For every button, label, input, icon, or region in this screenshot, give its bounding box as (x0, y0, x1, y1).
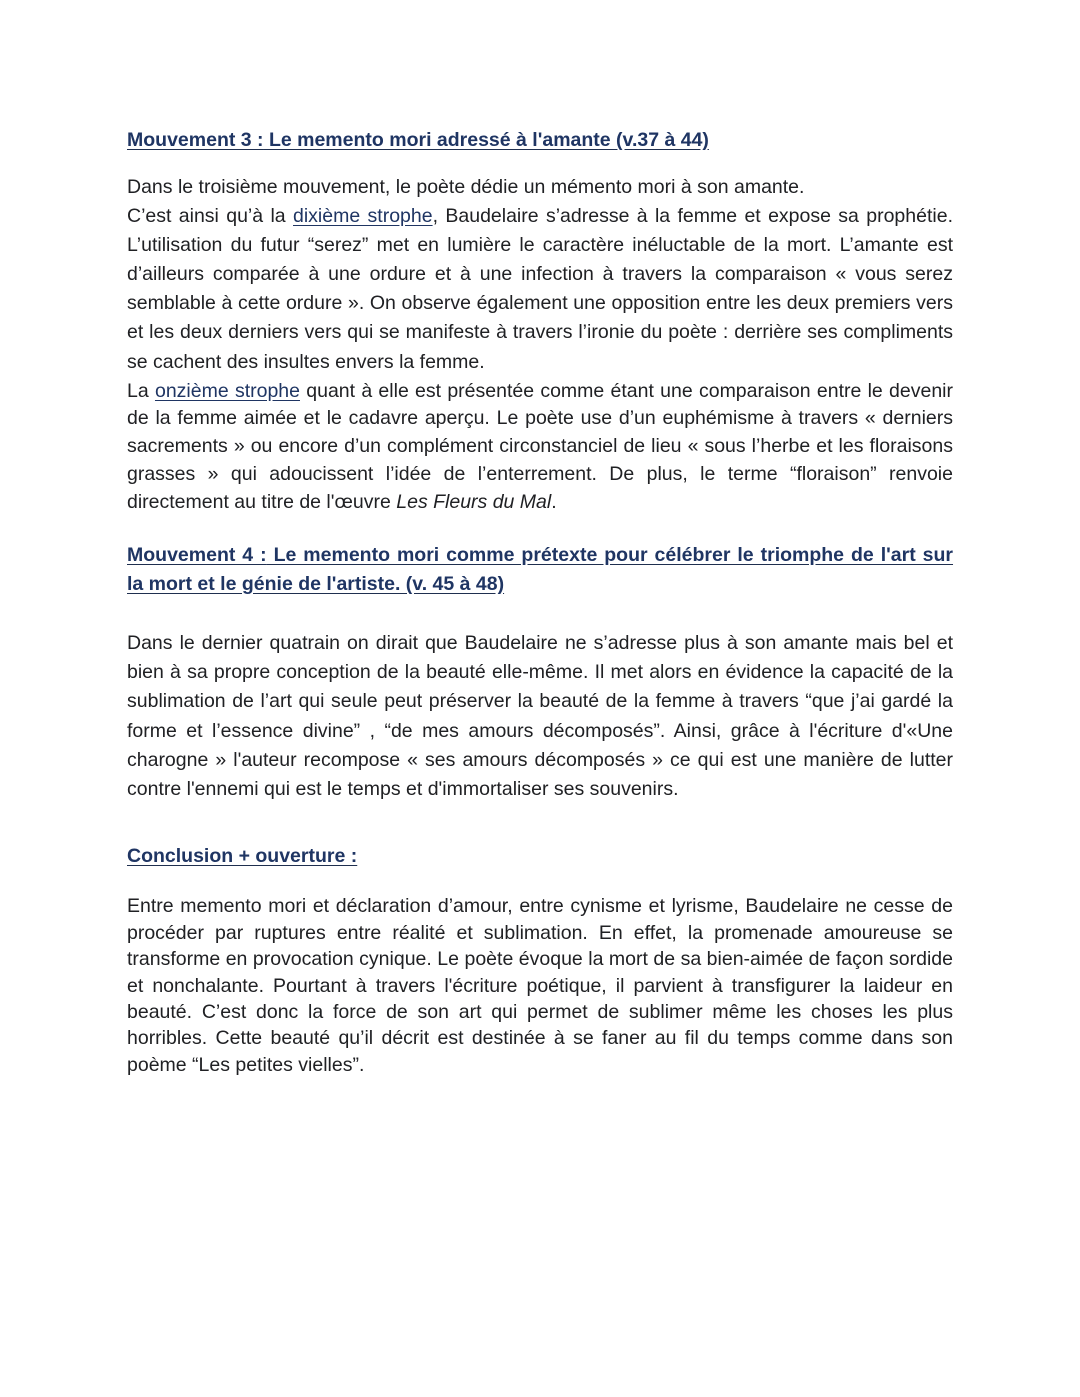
text-run: La (127, 379, 155, 402)
paragraph: Dans le dernier quatrain on dirait que Baudelaire ne s’adresse plus à son amante mais bel et bien à sa propre conception de la beauté elle-même. Il met alors en évidence la capacité de la sublimation de l’art qui seule peut préserver la beauté de la femme à travers “que j’ai gardé la forme et l’essence divine” , “de mes amours décomposés”. Ainsi, grâce à l'écriture d'«Une charogne » l'auteur recompose « ses amours décomposés » ce qui est une manière de lutter contre l'ennemi qui est le temps et d'immortaliser ses souvenirs. (127, 631, 953, 801)
text-run: C’est ainsi qu’à la (127, 205, 293, 228)
heading-title: Le memento mori comme prétexte pour célébrer le triomphe de l'art sur la mort et le génie de l'artiste. (v. 45 à 48) (127, 543, 954, 595)
paragraph (127, 378, 953, 517)
underlined-phrase: dixième strophe (293, 205, 433, 228)
mouvement-3-body-1 (127, 173, 953, 377)
text-run: , Baudelaire s’adresse à la femme et expose sa prophétie. L’utilisation du futur “serez” met en lumière le caractère inéluctable de la mort. L’amante est d’ailleurs comparée à une ordure et à une infection à travers la comparaison « vous serez semblable à cette ordure ». On observe également une opposition entre les deux premiers vers et les deux derniers vers qui se manifeste à travers l’ironie du poète : derrière ses compliments se cachent des insultes envers la femme. (127, 205, 953, 373)
heading-label: Mouvement 4 : (127, 543, 267, 566)
underlined-phrase: onzième strophe (154, 379, 300, 402)
text-run: quant à elle est présentée comme étant une comparaison entre le devenir de la femme aimée et le cadavre aperçu. Le poète use d’un euphémisme à travers « derniers sacrements » ou encore d’un complément circonstanciel de lieu « sous l’herbe et les floraisons grasses » qui adoucissent l’idée de l’enterrement. De plus, le terme “floraison” renvoie directement au titre de l'œuvre (127, 379, 953, 513)
paragraph (127, 202, 953, 377)
heading-conclusion (127, 842, 953, 871)
heading-mouvement-3 (127, 126, 953, 155)
paragraph: Dans le troisième mouvement, le poète dédie un mémento mori à son amante. (127, 176, 805, 198)
heading-title: Le memento mori adressé à l'amante (v.37 à 44) (263, 129, 709, 151)
heading-mouvement-4 (127, 541, 953, 599)
document-page (127, 126, 953, 1078)
text-run: . (551, 490, 557, 513)
mouvement-4-body (127, 629, 953, 805)
book-title: Les Fleurs du Mal (396, 490, 552, 513)
heading-label: Mouvement 3 : (127, 129, 264, 151)
heading-label: Conclusion + ouverture : (127, 845, 358, 868)
conclusion-body (127, 893, 953, 1078)
mouvement-3-body-2 (127, 378, 953, 517)
paragraph: Entre memento mori et déclaration d’amour, entre cynisme et lyrisme, Baudelaire ne cesse de procéder par ruptures entre réalité et sublimation. En effet, la promenade amoureuse se transforme en provocation cynique. Le poète évoque la mort de sa bien-aimée de façon sordide et nonchalante. Pourtant à travers l'écriture poétique, il parvient à transfigurer la laideur en beauté. C’est donc la force de son art qui permet de sublimer même les choses les plus horribles. Cette beauté qu’il décrit est destinée à se faner au fil du temps comme dans son poème “Les petites vielles”. (127, 895, 953, 1076)
